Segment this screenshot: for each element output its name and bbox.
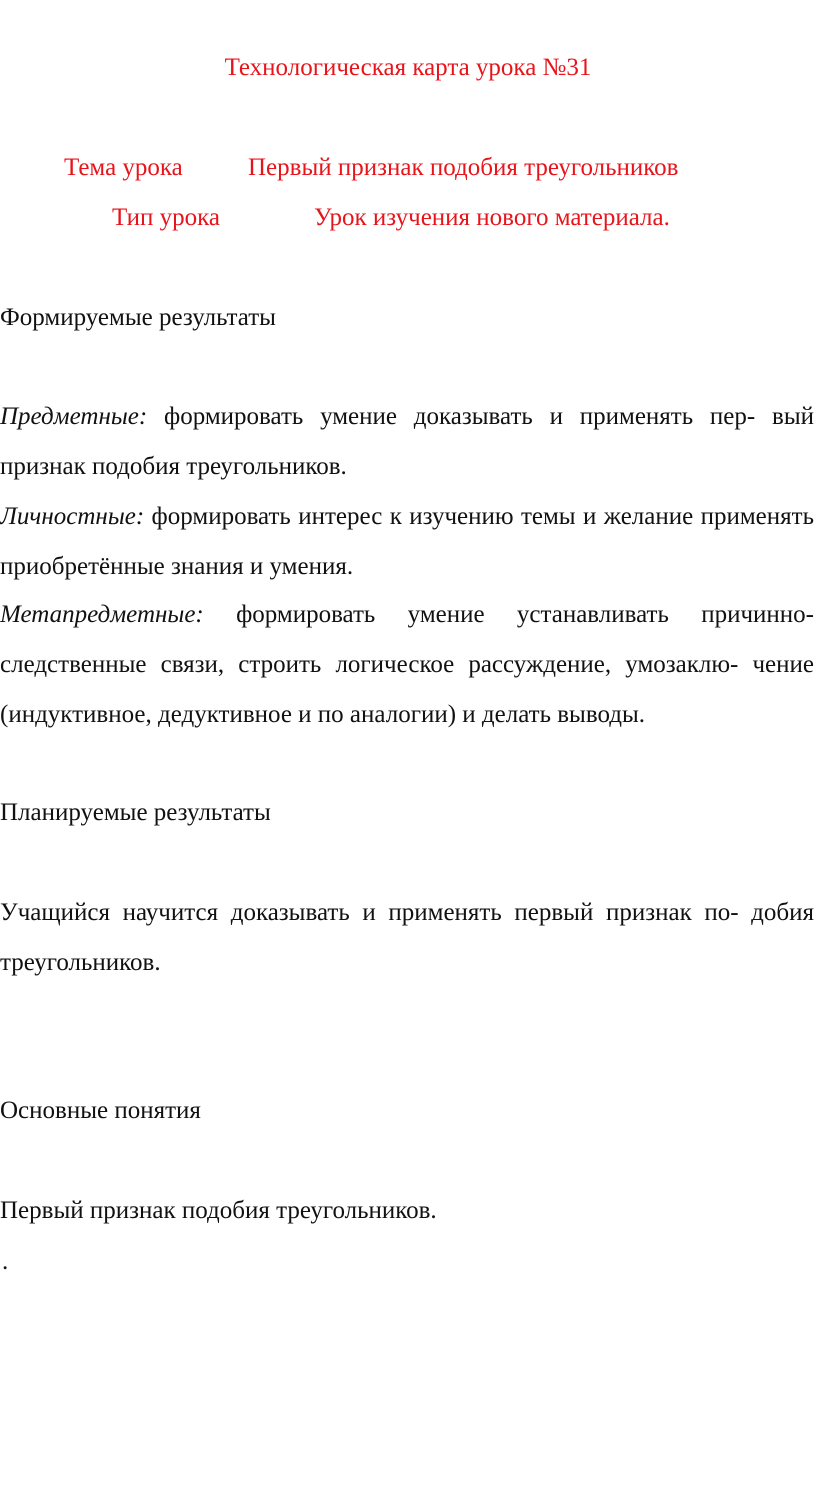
subject-results-paragraph <box>0 392 814 492</box>
meta-results-paragraph <box>0 590 814 740</box>
meta-results-label: Метапредметные: <box>0 601 204 628</box>
meta-results-text: формировать умение устанавливать причинно-следственные связи, строить логическое рассуждение, умозаклю- чение (индуктивное, дедуктивное и по аналогии) и делать выводы. <box>0 601 814 728</box>
lesson-topic-row <box>0 150 816 186</box>
subject-results-text: формировать умение доказывать и применять пер- вый признак подобия треугольников. <box>0 403 814 480</box>
formed-results-heading: Формируемые результаты <box>0 304 276 331</box>
subject-results-label: Предметные: <box>0 403 148 430</box>
lesson-type-label: Тип урока <box>112 204 221 231</box>
personal-results-paragraph <box>0 492 814 592</box>
personal-results-text: формировать интерес к изучению темы и желание применять приобретённые знания и умения. <box>0 503 814 580</box>
lesson-topic-label: Тема урока <box>64 154 183 181</box>
planned-results-heading: Планируемые результаты <box>0 799 271 826</box>
basic-concepts-text: Первый признак подобия треугольников. <box>0 1197 437 1224</box>
personal-results-label: Личностные: <box>0 503 145 530</box>
planned-results-paragraph: Учащийся научится доказывать и применять первый признак по- добия треугольников. <box>0 899 814 976</box>
lesson-map-title: Технологическая карта урока №31 <box>224 54 592 81</box>
basic-concepts-heading: Основные понятия <box>0 1097 201 1124</box>
trailing-dot: . <box>2 1248 9 1275</box>
lesson-topic-value: Первый признак подобия треугольников <box>248 154 679 181</box>
lesson-type-value: Урок изучения нового материала. <box>314 204 670 231</box>
lesson-type-row <box>0 200 816 236</box>
